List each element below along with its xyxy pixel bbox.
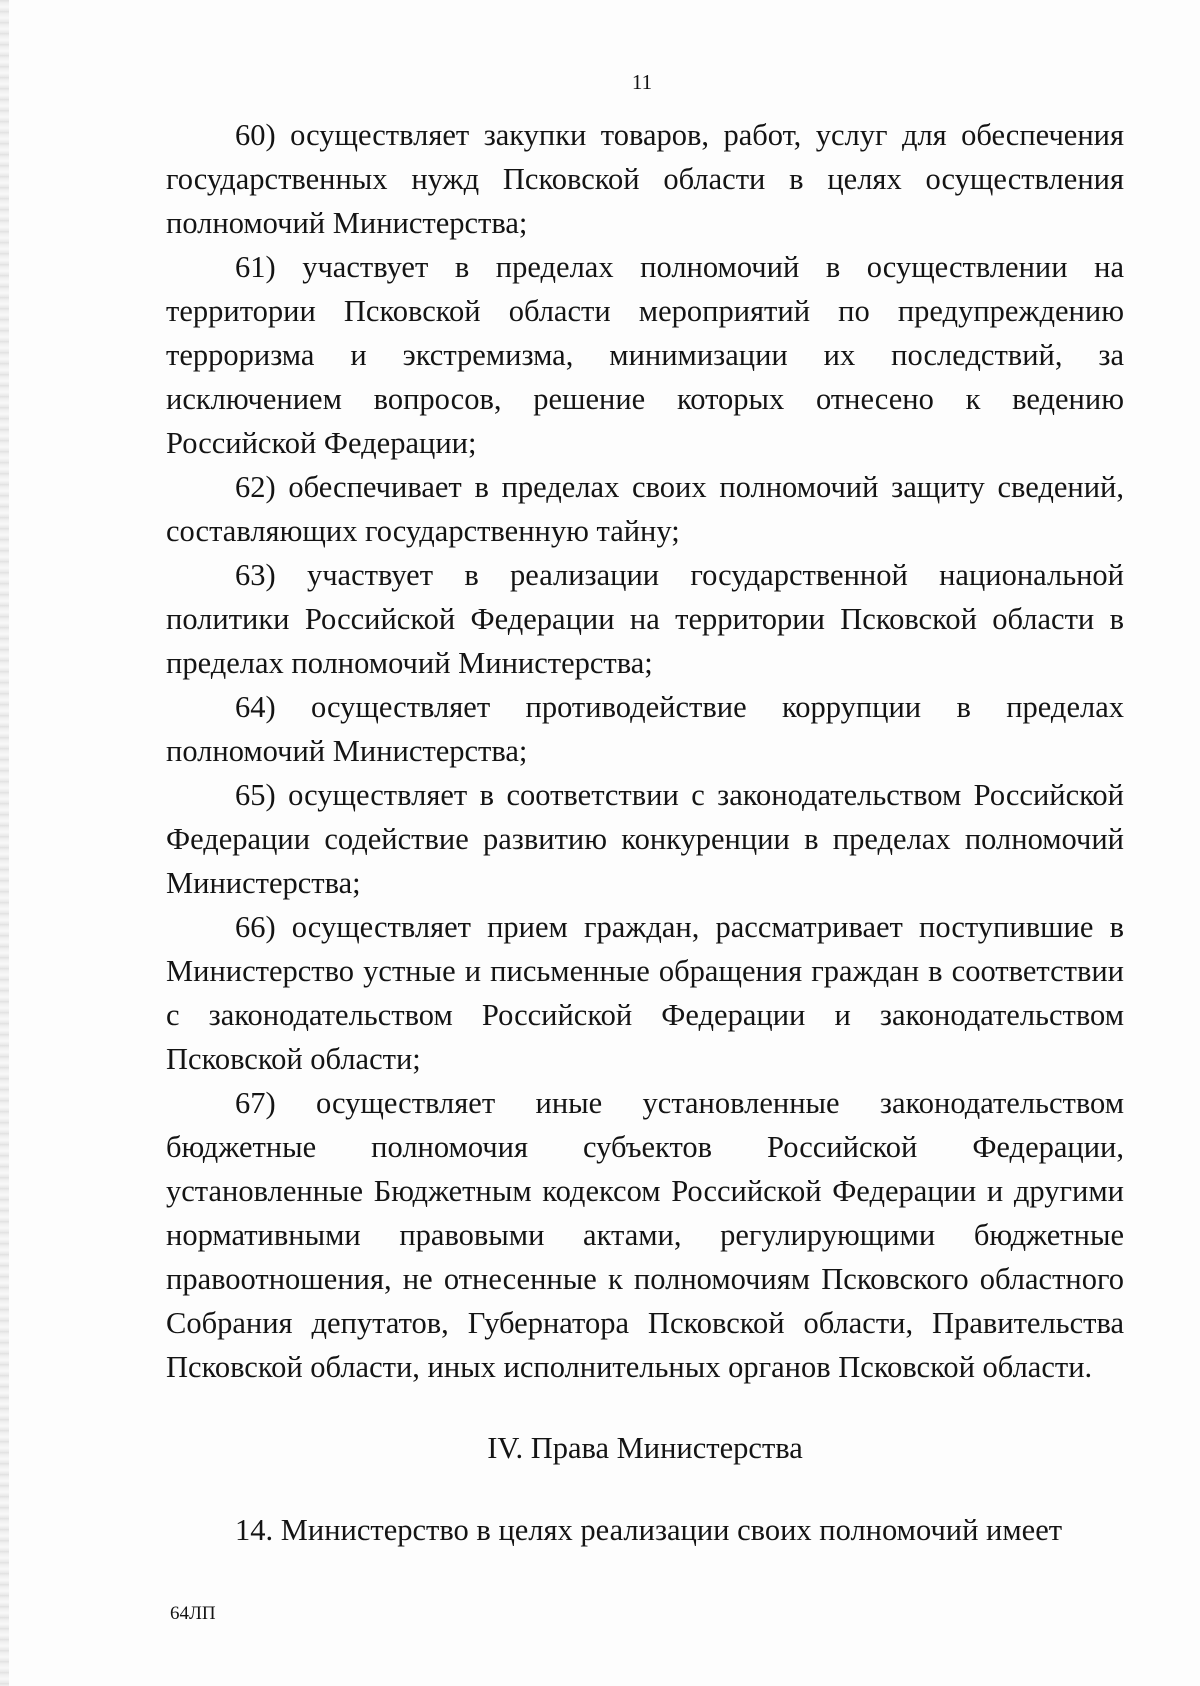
document-body: [166, 113, 1124, 1552]
page-number: 11: [631, 70, 653, 94]
scan-edge-shadow: [0, 0, 9, 1686]
paragraph-item-63: 63) участвует в реализации государственной национальной политики Российской Федерации на территории Псковской области в пределах полномочий Министерства;: [166, 558, 1124, 680]
paragraph-item-61: 61) участвует в пределах полномочий в осуществлении на территории Псковской области мероприятий по предупреждению терроризма и экстремизма, минимизации их последствий, за исключением вопросов, решение которых отнесено к ведению Российской Федерации;: [166, 250, 1124, 460]
document-footer-code: 64ЛП: [170, 1603, 216, 1624]
paragraph-item-65: 65) осуществляет в соответствии с законодательством Российской Федерации содействие развитию конкуренции в пределах полномочий Министерства;: [166, 778, 1124, 900]
paragraph-item-62: 62) обеспечивает в пределах своих полномочий защиту сведений, составляющих государственную тайну;: [166, 470, 1124, 548]
paragraph-item-66: 66) осуществляет прием граждан, рассматривает поступившие в Министерство устные и письменные обращения граждан в соответствии с законодательством Российской Федерации и законодательством Псковской области;: [166, 910, 1124, 1076]
paragraph-item-60: 60) осуществляет закупки товаров, работ, услуг для обеспечения государственных нужд Псковской области в целях осуществления полномочий Министерства;: [166, 118, 1124, 240]
clause-14: 14. Министерство в целях реализации своих полномочий имеет: [235, 1513, 1063, 1547]
paragraph-item-67: 67) осуществляет иные установленные законодательством бюджетные полномочия субъектов Российской Федерации, установленные Бюджетным кодексом Российской Федерации и другими нормативными правовыми актами, регулирующими бюджетные правоотношения, не отнесенные к полномочиям Псковского областного Собрания депутатов, Губернатора Псковской области, Правительства Псковской области, иных исполнительных органов Псковской области.: [166, 1086, 1124, 1384]
paragraph-item-64: 64) осуществляет противодействие коррупции в пределах полномочий Министерства;: [166, 690, 1124, 768]
section-heading: IV. Права Министерства: [487, 1431, 803, 1465]
